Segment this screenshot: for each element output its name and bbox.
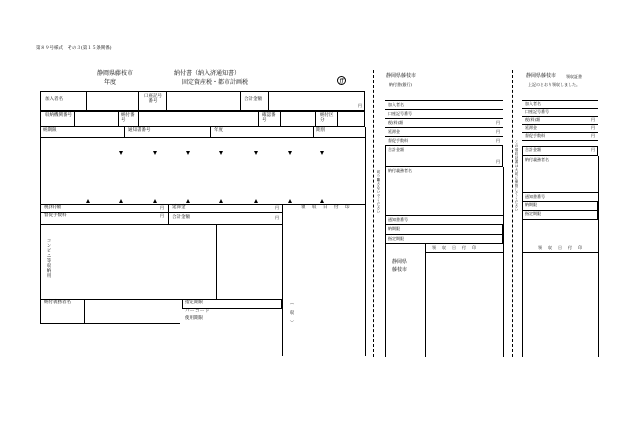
mid-due-date-label: 指定期限 <box>388 236 404 241</box>
form-rule-line <box>385 118 503 119</box>
form-rule-line <box>522 156 523 357</box>
form-rule-line <box>598 156 599 357</box>
form-rule-line <box>168 204 169 224</box>
right-tax-label: 税(料)額 <box>525 117 541 122</box>
right-due-date-label: 指定期限 <box>525 211 541 216</box>
form-rule-line <box>512 70 513 357</box>
mid-payer-label: 加入者名 <box>388 102 404 107</box>
main-total-yen: 円 <box>358 103 362 108</box>
right-title: 領収証書 <box>566 74 582 79</box>
mid-city-name: 静岡県藤枝市 <box>386 73 417 79</box>
cut-marker-icon <box>254 199 258 203</box>
mid-total-label: 合計金額 <box>388 147 404 152</box>
right-total-label: 合計金額 <box>525 147 541 152</box>
mid-total-yen: 円 <box>496 159 500 164</box>
cut-marker-icon <box>219 151 223 155</box>
form-rule-line <box>503 167 504 357</box>
right-payer-name-label: 納付義務者名 <box>525 157 549 162</box>
main-number-box <box>40 111 365 127</box>
cut-marker-icon <box>86 199 90 203</box>
form-rule-line <box>425 252 503 253</box>
right-tax-yen: 円 <box>591 117 595 122</box>
cut-marker-icon <box>153 151 157 155</box>
main-late-fee-label: 延滞金 <box>172 205 186 210</box>
mid-code-label: 口座記号番号 <box>388 111 412 116</box>
main-payer-name-label: 納付義務者名 <box>44 300 71 305</box>
form-rule-line <box>138 91 139 111</box>
main-city-name: 静岡県藤枝市 <box>97 70 134 77</box>
main-tax-amount-label: 税(料)額 <box>44 205 62 210</box>
form-rule-line <box>84 299 85 323</box>
form-rule-line <box>315 111 316 127</box>
mid-late-fee-label: 延滞金 <box>388 129 400 134</box>
form-rule-line <box>373 70 374 357</box>
form-rule-line <box>74 111 75 127</box>
form-rule-line <box>40 127 41 323</box>
form-rule-line <box>385 234 503 235</box>
form-rule-line <box>216 224 217 299</box>
form-rule-line <box>313 127 314 137</box>
form-rule-line <box>385 167 386 357</box>
cut-marker-icon <box>186 151 190 155</box>
main-receipt-side-label: （ 収 ） <box>289 300 294 325</box>
main-barcode-date-label: 使用期限 <box>185 316 203 321</box>
form-rule-line <box>522 192 598 193</box>
mid-deadline-label: 納期限 <box>388 226 400 231</box>
form-rule-line <box>40 224 282 225</box>
form-rule-line <box>258 111 259 127</box>
main-confirm-number-label: 確認番号 <box>262 113 276 123</box>
right-receipt-date-label: 領 収 日 付 印 <box>538 245 583 250</box>
cut-marker-icon <box>320 151 324 155</box>
mid-receipt-date-label: 領 収 日 付 印 <box>432 245 477 250</box>
form-number: 第８９号様式 その３(第１５条関係) <box>36 46 112 51</box>
cut-marker-icon <box>320 199 324 203</box>
main-pay-number-label: 納付番号 <box>121 113 135 123</box>
main-supervisor-fee-label: 督促手数料 <box>44 213 67 218</box>
mid-tax-label: 税(料)額 <box>388 120 404 125</box>
mid-notice-number-label: 通知書番号 <box>388 217 408 222</box>
main-total2-label: 合計金額 <box>172 215 190 220</box>
form-rule-line <box>522 252 598 253</box>
form-rule-line <box>385 127 503 128</box>
cut-marker-icon <box>219 199 223 203</box>
mid-fee-label: 督促手数料 <box>388 138 408 143</box>
mid-city-footer-2: 藤枝市 <box>392 267 408 273</box>
form-rule-line <box>138 111 139 127</box>
mid-city-footer-1: 静岡県 <box>392 259 408 265</box>
mid-fee-yen: 円 <box>496 138 500 143</box>
main-notice-number-label: 通知書番号 <box>128 128 151 133</box>
city-logo-icon: ff <box>337 76 346 85</box>
form-rule-line <box>166 91 167 111</box>
main-receipt-date-label: 領 収 日 付 印 <box>301 205 351 210</box>
main-year-label: 年度 <box>104 79 117 86</box>
form-rule-line <box>337 111 338 127</box>
form-rule-line <box>385 136 503 137</box>
main-deadline-label: 納期限 <box>43 128 57 133</box>
mid-tax-yen: 円 <box>496 120 500 125</box>
main-tax-name: 固定資産税・都市計画税 <box>182 79 249 86</box>
form-rule-line <box>385 215 503 216</box>
mid-late-yen: 円 <box>496 129 500 134</box>
mid-cut-text: 切り離さないでください <box>377 170 381 214</box>
right-notice-number-label: 通知書番号 <box>525 194 545 199</box>
form-rule-line <box>40 137 365 138</box>
right-deadline-label: 納期限 <box>525 202 537 207</box>
main-year-column-label: 年度 <box>214 128 223 133</box>
form-rule-line <box>268 91 269 111</box>
main-doc-title: 納付書（納入済通知書） <box>174 70 241 77</box>
mid-payer-name-label: 納付義務者名 <box>388 168 412 173</box>
form-rule-line <box>385 109 503 110</box>
right-code-label: 口座記号番号 <box>525 109 549 114</box>
right-late-yen: 円 <box>591 125 595 130</box>
main-code-label: 口座記号番号 <box>144 94 162 104</box>
right-fee-label: 督促手数料 <box>525 133 545 138</box>
right-total-yen: 円 <box>591 147 595 152</box>
form-rule-line <box>425 244 426 357</box>
cut-marker-icon <box>119 199 123 203</box>
main-tax-yen: 円 <box>160 205 164 210</box>
cut-marker-icon <box>288 199 292 203</box>
right-late-fee-label: 延滞金 <box>525 125 537 130</box>
main-header-box <box>40 91 365 111</box>
main-pay-category-label: 納付区分 <box>320 113 334 123</box>
form-rule-line <box>365 205 366 356</box>
main-late-yen: 円 <box>275 205 279 210</box>
cut-marker-icon <box>288 151 292 155</box>
form-rule-line <box>280 111 281 127</box>
form-rule-line <box>282 204 283 356</box>
main-institution-label: 収納機関番号 <box>45 113 72 118</box>
main-fee-yen: 円 <box>160 213 164 218</box>
cut-marker-icon <box>119 151 123 155</box>
form-rule-line <box>124 127 125 137</box>
cut-marker-icon <box>153 199 157 203</box>
right-fee-yen: 円 <box>591 133 595 138</box>
form-rule-line <box>522 140 598 141</box>
form-rule-line <box>385 100 503 101</box>
mid-subtitle: 納付書(銀行) <box>389 82 413 87</box>
main-due-date-label: 指定期限 <box>185 300 203 305</box>
main-barcode-label: バーコード <box>185 309 210 314</box>
cut-marker-icon <box>186 199 190 203</box>
right-note: 上記のとおり領収しました。 <box>528 82 580 87</box>
main-period-label: 期別 <box>316 128 325 133</box>
form-rule-line <box>365 127 366 205</box>
form-rule-line <box>86 91 87 111</box>
main-payer-label: 加入者名 <box>45 97 63 102</box>
main-total2-yen: 円 <box>275 215 279 220</box>
cut-marker-icon <box>254 151 258 155</box>
form-rule-line <box>40 323 180 324</box>
main-convenience-label: コンビニ等収納用 <box>46 238 51 278</box>
form-rule-line <box>210 127 211 137</box>
form-rule-line <box>240 91 241 111</box>
right-payer-label: 加入者名 <box>525 101 541 106</box>
right-vertical-note: この領収証書は大切に保管してください <box>515 140 519 212</box>
right-city-name: 静岡県藤枝市 <box>526 73 557 79</box>
main-total-label: 合計金額 <box>244 97 262 102</box>
form-rule-line <box>118 111 119 127</box>
